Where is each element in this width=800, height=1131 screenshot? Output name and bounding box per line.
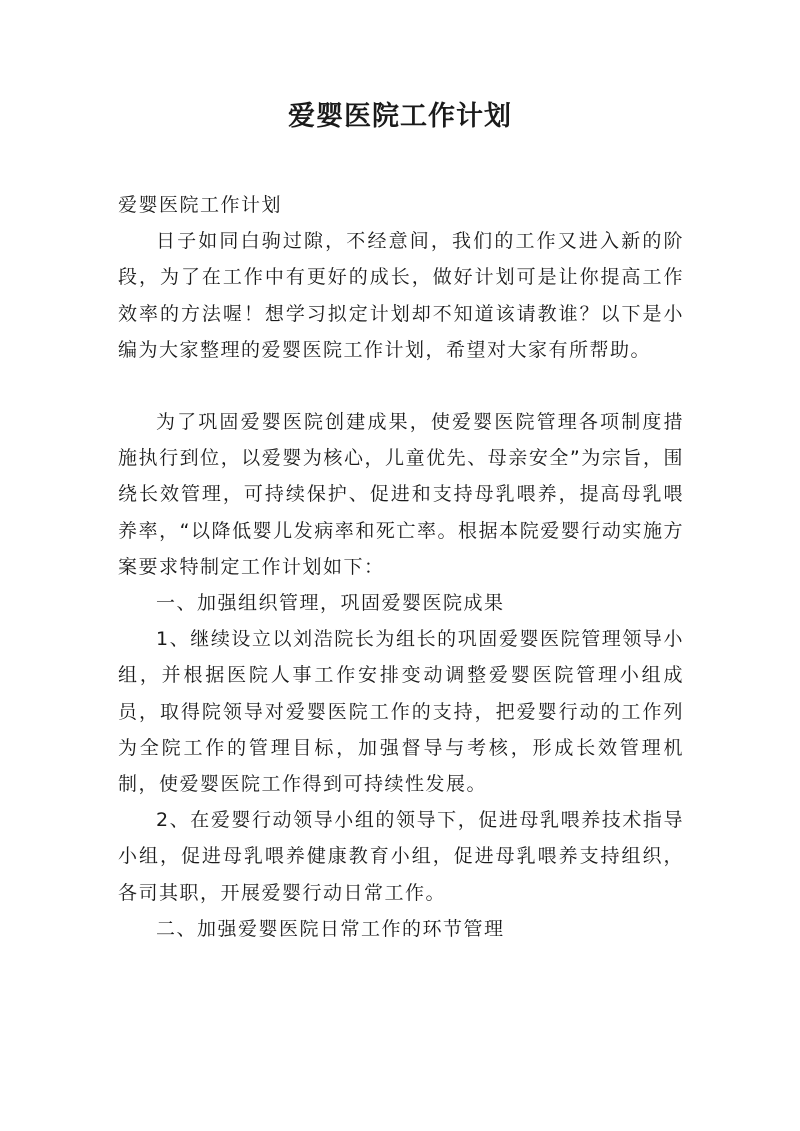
document-title: 爱婴医院工作计划 — [288, 101, 512, 132]
section-heading-2: 二、加强爱婴医院日常工作的环节管理 — [156, 917, 505, 940]
intro-paragraph: 日子如同白驹过隙，不经意间，我们的工作又进入新的阶段，为了在工作中有更好的成长，做好计划可是让你提高工作效率的方法喔！想学习拟定计划却不知道该请教谁？以下是小编为大家整理的爱婴医院工作计划，希望对大家有所帮助。 — [118, 230, 684, 361]
purpose-paragraph: 为了巩固爱婴医院创建成果，使爱婴医院管理各项制度措施执行到位，以爱婴为核心，儿童优先、母亲安全”为宗旨，围绕长效管理，可持续保护、促进和支持母乳喂养，提高母乳喂养率，“以降低婴儿发病率和死亡率。根据本院爱婴行动实施方案要求特制定工作计划如下： — [118, 411, 684, 578]
document-subtitle: 爱婴医院工作计划 — [118, 194, 283, 216]
section-1-item-1: 1、继续设立以刘浩院长为组长的巩固爱婴医院管理领导小组，并根据医院人事工作安排变动调整爱婴医院管理小组成员，取得院领导对爱婴医院工作的支持，把爱婴行动的工作列为全院工作的管理目标，加强督导与考核，形成长效管理机制，使爱婴医院工作得到可持续性发展。 — [118, 628, 684, 796]
section-heading-1: 一、加强组织管理，巩固爱婴医院成果 — [156, 592, 505, 615]
section-1-item-2: 2、在爱婴行动领导小组的领导下，促进母乳喂养技术指导小组，促进母乳喂养健康教育小组，促进母乳喂养支持组织，各司其职，开展爱婴行动日常工作。 — [118, 809, 684, 904]
document-body — [118, 187, 684, 947]
paragraph-spacer — [118, 368, 684, 404]
